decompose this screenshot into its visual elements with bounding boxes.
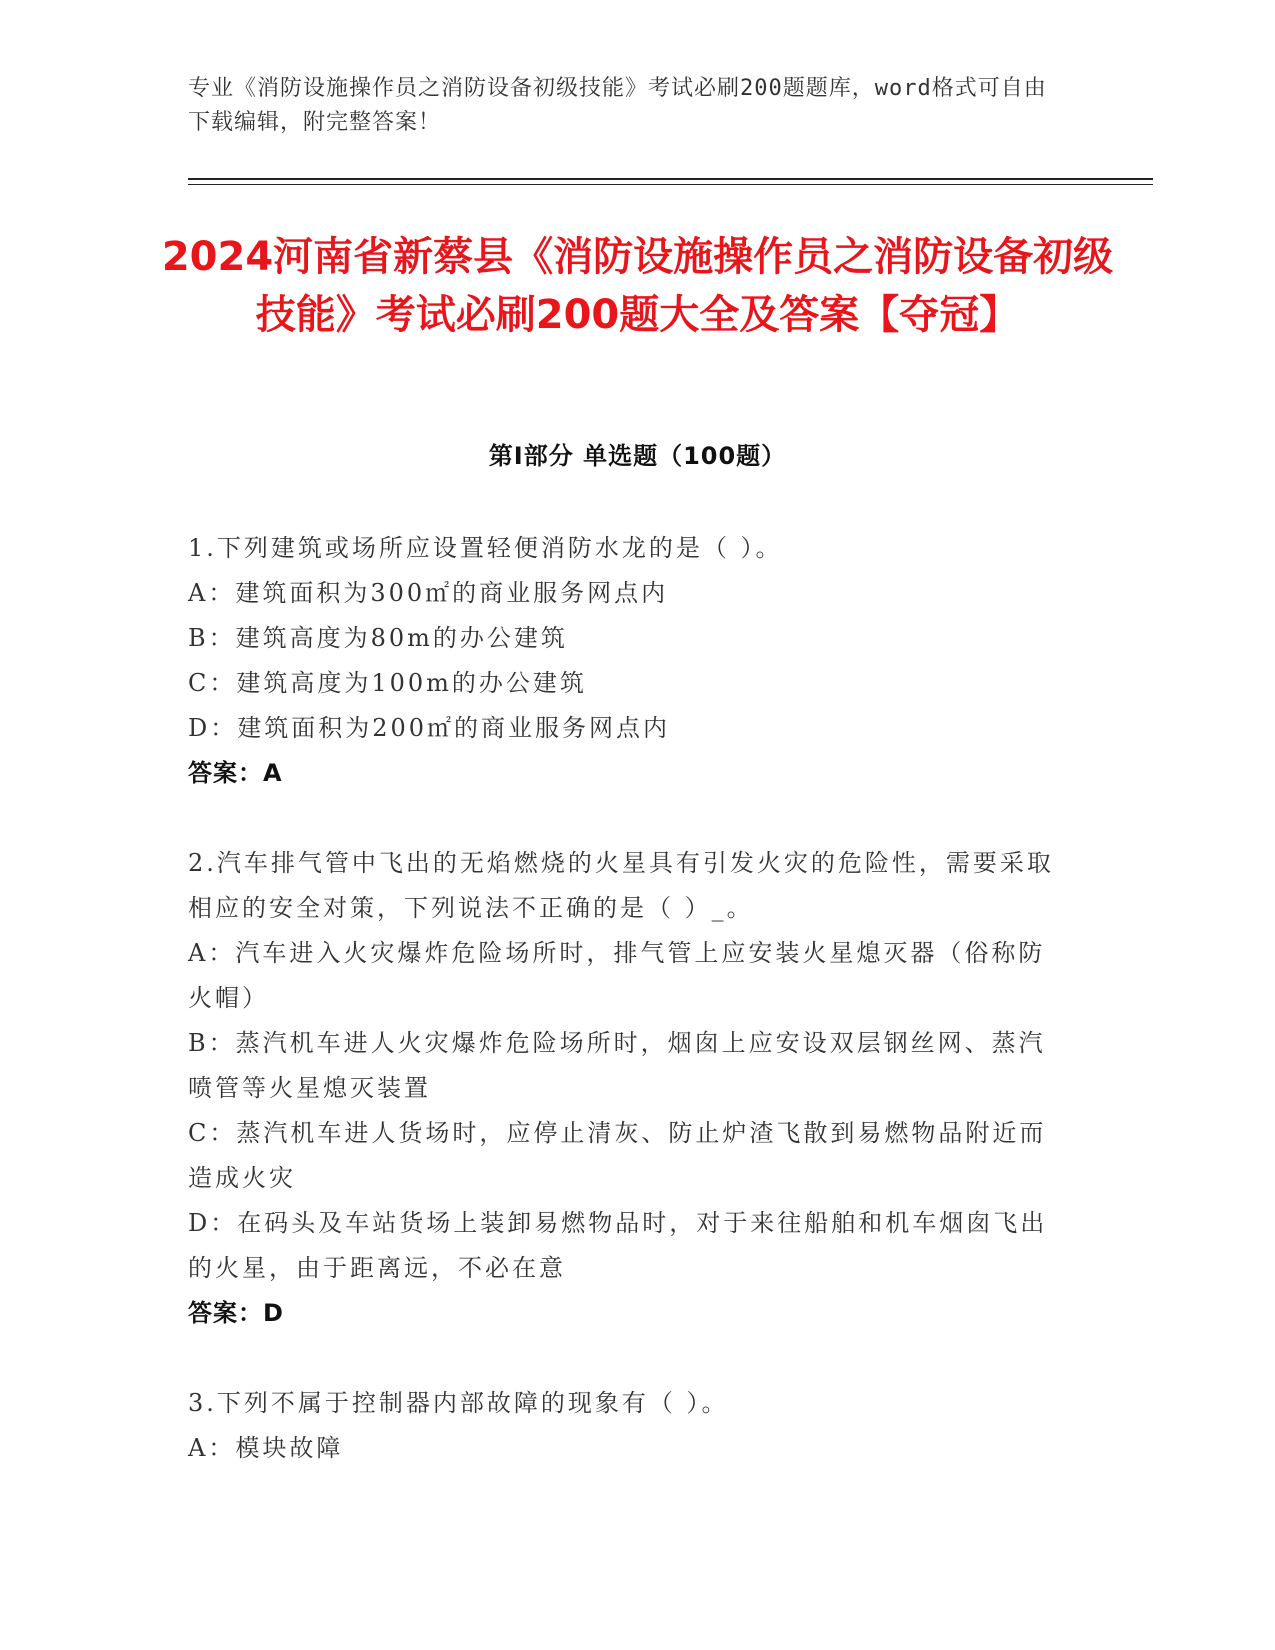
answer: 答案：D bbox=[188, 1299, 284, 1327]
answer: 答案：A bbox=[188, 759, 283, 787]
header-divider-thick bbox=[188, 178, 1153, 180]
option-a: A：建筑面积为300㎡的商业服务网点内 bbox=[188, 579, 669, 607]
document-title: 2024河南省新蔡县《消防设施操作员之消防设备初级技能》考试必刷200题大全及答案【夺冠】 bbox=[161, 234, 1114, 338]
option-c: C：建筑高度为100m的办公建筑 bbox=[188, 669, 587, 697]
question-1 bbox=[188, 526, 1068, 796]
option-d: D：建筑面积为200㎡的商业服务网点内 bbox=[188, 714, 671, 742]
header-divider-thin bbox=[188, 184, 1153, 185]
question-stem: 1.下列建筑或场所应设置轻便消防水龙的是（ ）。 bbox=[188, 534, 783, 562]
option-a: A：汽车进入火灾爆炸危险场所时，排气管上应安装火星熄灭器（俗称防火帽） bbox=[188, 939, 1046, 1012]
section-title: 第I部分 单选题（100题） bbox=[488, 442, 787, 470]
option-c: C：蒸汽机车进人货场时，应停止清灰、防止炉渣飞散到易燃物品附近而造成火灾 bbox=[188, 1119, 1047, 1192]
option-d: D：在码头及车站货场上装卸易燃物品时，对于来往船舶和机车烟囱飞出的火星，由于距离远，不必在意 bbox=[188, 1209, 1048, 1282]
question-3 bbox=[188, 1381, 1068, 1471]
question-stem: 2.汽车排气管中飞出的无焰燃烧的火星具有引发火灾的危险性，需要采取相应的安全对策，下列说法不正确的是（ ）_。 bbox=[188, 849, 1054, 922]
header-note: 专业《消防设施操作员之消防设备初级技能》考试必刷200题题库，word格式可自由下载编辑，附完整答案！ bbox=[188, 76, 1047, 135]
question-2 bbox=[188, 841, 1068, 1336]
question-stem: 3.下列不属于控制器内部故障的现象有（ ）。 bbox=[188, 1389, 729, 1417]
option-b: B：建筑高度为80m的办公建筑 bbox=[188, 624, 568, 652]
option-b: B：蒸汽机车进人火灾爆炸危险场所时，烟囱上应安设双层钢丝网、蒸汽喷管等火星熄灭装置 bbox=[188, 1029, 1046, 1102]
question-list bbox=[188, 526, 1068, 1516]
option-a: A：模块故障 bbox=[188, 1434, 344, 1462]
